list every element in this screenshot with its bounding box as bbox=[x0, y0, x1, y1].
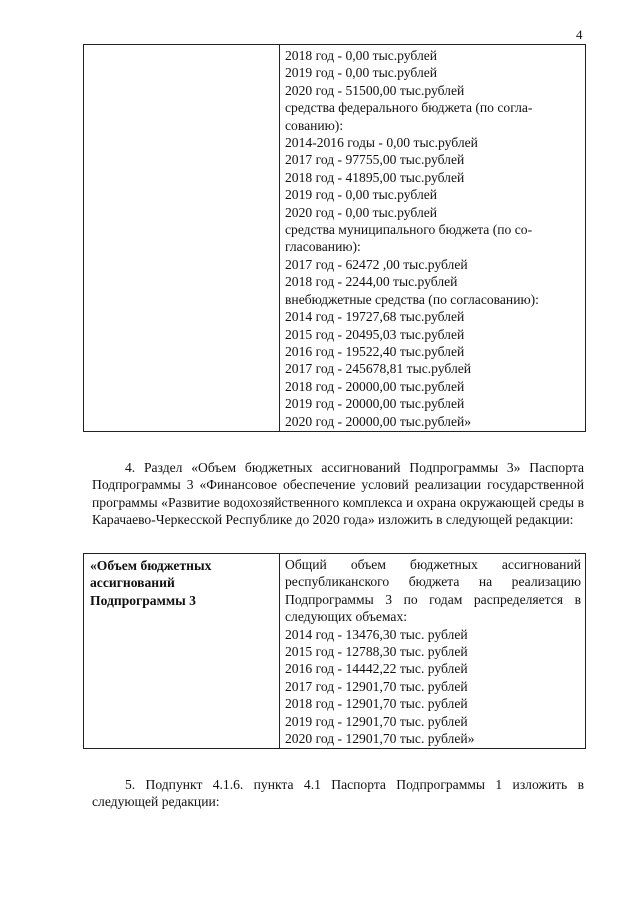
funding-line: 2018 год - 2244,00 тыс.рублей bbox=[285, 274, 458, 290]
funding-line: 2017 год - 12901,70 тыс. рублей bbox=[285, 678, 468, 694]
funding-line: 2019 год - 0,00 тыс.рублей bbox=[285, 187, 438, 203]
funding-line: 2019 год - 0,00 тыс.рублей bbox=[285, 65, 438, 81]
funding-line: 2019 год - 12901,70 тыс. рублей bbox=[285, 713, 468, 729]
funding-table-subprogram-3 bbox=[83, 553, 586, 749]
funding-line: 2019 год - 20000,00 тыс.рублей bbox=[285, 396, 465, 412]
funding-lines bbox=[280, 554, 585, 748]
paragraph-section-5: 5. Подпункт 4.1.6. пункта 4.1 Паспорта Подпрограммы 1 изложить в следующей редакции: bbox=[92, 777, 584, 810]
table-label: «Объем бюджетных ассигнований Подпрограммы 3 bbox=[90, 558, 212, 608]
table-cell-empty bbox=[84, 45, 280, 432]
funding-line: 2020 год - 20000,00 тыс.рублей» bbox=[285, 413, 472, 429]
funding-line: 2018 год - 41895,00 тыс.рублей bbox=[285, 169, 465, 185]
funding-line: 2018 год - 20000,00 тыс.рублей bbox=[285, 378, 465, 394]
funding-line: 2020 год - 0,00 тыс.рублей bbox=[285, 204, 438, 220]
funding-line: 2014-2016 годы - 0,00 тыс.рублей bbox=[285, 135, 478, 151]
funding-line: 2014 год - 13476,30 тыс. рублей bbox=[285, 626, 468, 642]
funding-line: гласованию): bbox=[285, 239, 361, 255]
table-cell-funding bbox=[280, 45, 586, 432]
funding-line: 2018 год - 0,00 тыс.рублей bbox=[285, 48, 438, 63]
funding-line: 2016 год - 19522,40 тыс.рублей bbox=[285, 343, 465, 359]
table-cell-label bbox=[84, 554, 280, 749]
funding-line: средства муниципального бюджета (по со- bbox=[285, 222, 533, 238]
funding-lines bbox=[280, 45, 585, 431]
funding-line: 2017 год - 62472 ,00 тыс.рублей bbox=[285, 256, 468, 272]
funding-line: 2015 год - 12788,30 тыс. рублей bbox=[285, 644, 468, 660]
funding-line: средства федерального бюджета (по согла- bbox=[285, 100, 533, 116]
funding-table-continued bbox=[83, 44, 586, 432]
funding-line: 2016 год - 14442,22 тыс. рублей bbox=[285, 661, 468, 677]
funding-line: 2015 год - 20495,03 тыс.рублей bbox=[285, 326, 465, 342]
funding-line: 2020 год - 51500,00 тыс.рублей bbox=[285, 82, 465, 98]
table-cell-funding bbox=[280, 554, 586, 749]
funding-line: внебюджетные средства (по согласованию): bbox=[285, 291, 539, 307]
funding-line: 2018 год - 12901,70 тыс. рублей bbox=[285, 696, 468, 712]
funding-line: 2020 год - 12901,70 тыс. рублей» bbox=[285, 731, 475, 747]
paragraph-section-4: 4. Раздел «Объем бюджетных ассигнований Подпрограммы 3» Паспорта Подпрограммы 3 «Финансовое обеспечение условий реализации государственной программы «Развитие водохозяйственного комплекса и охрана окружающей среды в Карачаево-Черкесской Республике до 2020 года» изложить в следующей редакции: bbox=[92, 460, 584, 528]
funding-line: 2014 год - 19727,68 тыс.рублей bbox=[285, 309, 465, 325]
page-number: 4 bbox=[576, 27, 583, 42]
funding-line: сованию): bbox=[285, 117, 344, 133]
funding-line: 2017 год - 97755,00 тыс.рублей bbox=[285, 152, 465, 168]
funding-line: 2017 год - 245678,81 тыс.рублей bbox=[285, 361, 472, 377]
funding-intro: Общий объем бюджетных ассигнований республиканского бюджета на реализацию Подпрограммы 3 по годам распределяется в следующих объемах: bbox=[285, 557, 581, 625]
